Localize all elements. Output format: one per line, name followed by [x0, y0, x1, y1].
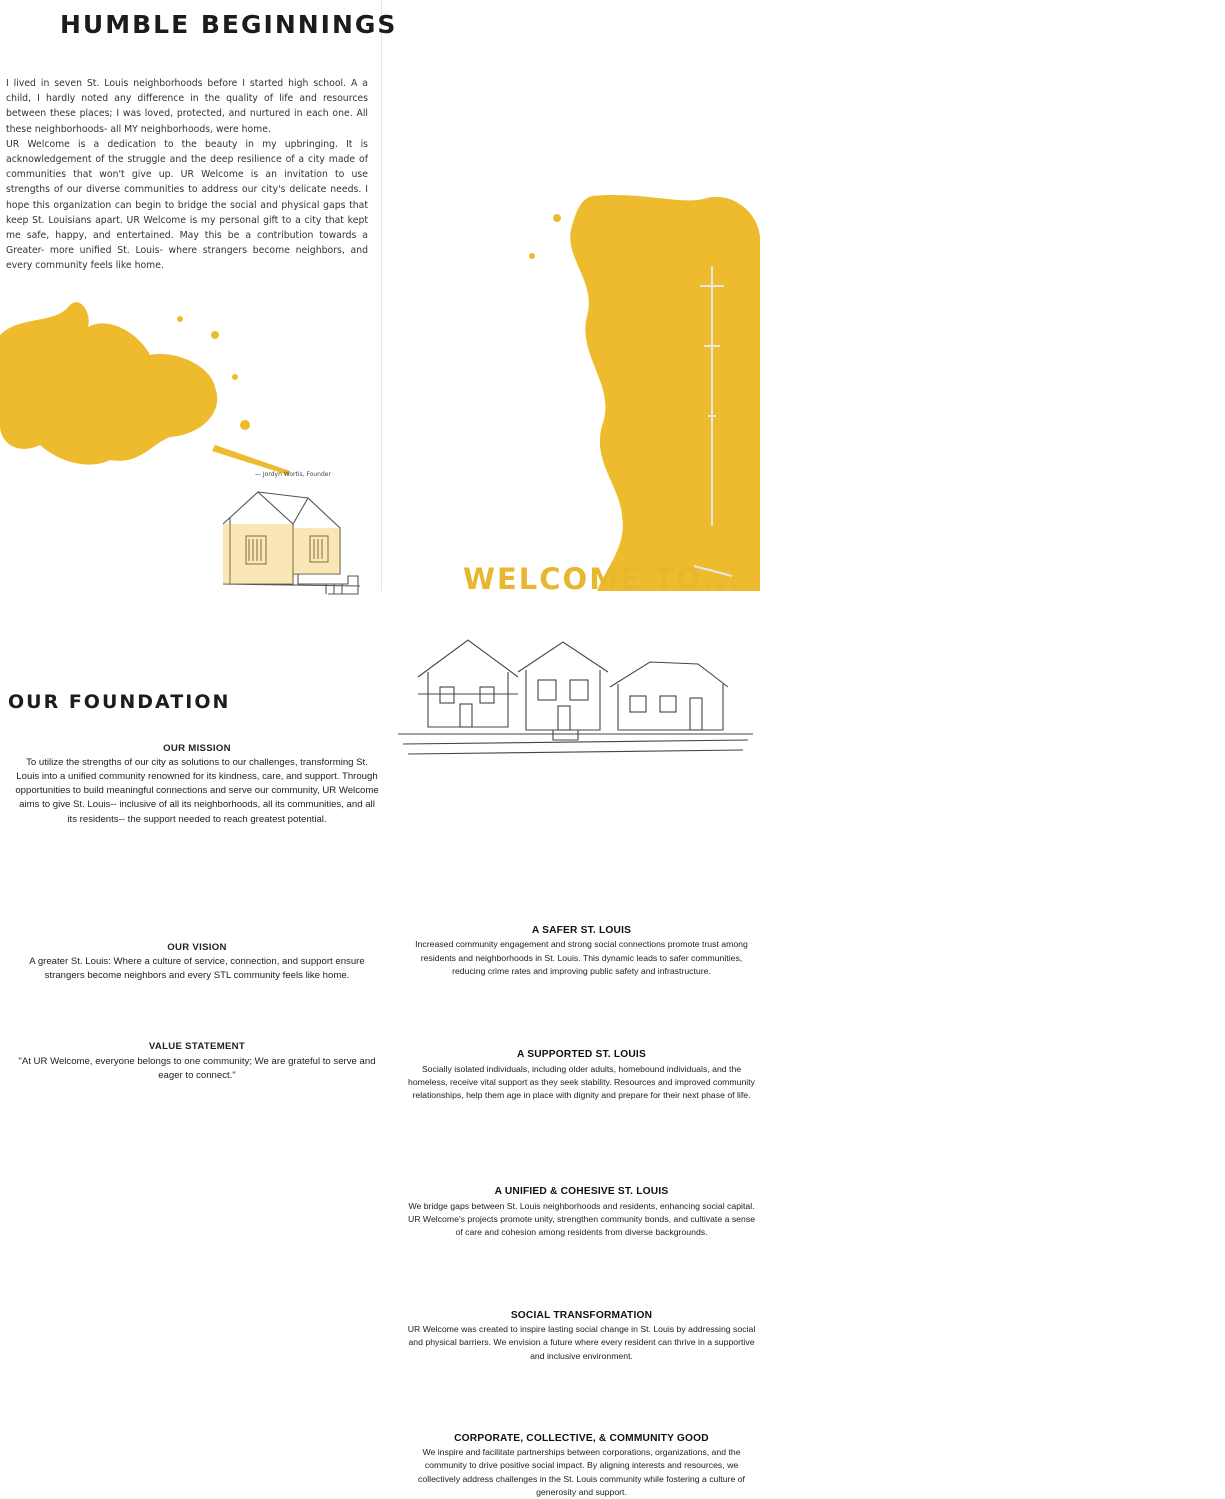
section-text: We bridge gaps between St. Louis neighborhoods and residents, enhancing social capital. UR Welcome's projects promote unity, strengthen community bonds, and cultivate a sense of care and cohesion among residents from diverse backgrounds. [407, 1200, 756, 1238]
founder-story [6, 76, 368, 274]
section-text: Socially isolated individuals, including older adults, homebound individuals, and the homeless, receive vital support as they seek stability. Resources and improved community relationships, help them age in place with dignity and prepare for their next phase of life. [407, 1063, 755, 1101]
vision-section [14, 941, 380, 984]
section-heading: A UNIFIED & COHESIVE ST. LOUIS [494, 1186, 669, 1198]
section-text: Increased community engagement and strong social connections promote trust among residents and neighborhoods in St. Louis. This dynamic leads to safer communities, reducing crime rates and improving public safety and infrastructure. [415, 939, 748, 976]
community-good-section [404, 1432, 759, 1499]
section-heading: CORPORATE, COLLECTIVE, & COMMUNITY GOOD [454, 1432, 709, 1444]
value-text: "At UR Welcome, everyone belongs to one community; We are grateful to serve and eager to connect." [18, 1055, 376, 1081]
houses-illustration [398, 632, 753, 762]
page-divider [381, 0, 382, 591]
paint-splat-right [382, 196, 762, 591]
section-heading: A SAFER ST. LOUIS [531, 925, 632, 937]
supported-st-louis-section [404, 1048, 759, 1102]
story-paragraph: UR Welcome is a dedication to the beauty in my upbringing. It is acknowledgement of the struggle and the deep resilience of a city made of communities that won't give up. UR Welcome is an invitation to use strengths of our diverse communities to address our city's delicate needs. I hope this organization can begin to bridge the social and physical gaps that keep St. Louisians apart. UR Welcome is my personal gift to a city that kept me safe, happy, and entertained. May this be a contribution towards a Greater- more unified St. Louis- where strangers become neighbors, and every community feels like home. [6, 138, 368, 272]
mission-heading: OUR MISSION [163, 742, 231, 754]
section-text: We inspire and facilitate partnerships between corporations, organizations, and the community to drive positive social impact. By aligning interests and resources, we collectively address challenges in the St. Louis community while fostering a culture of generosity and support. [418, 1447, 745, 1498]
small-house-illustration [218, 484, 368, 599]
vision-text: A greater St. Louis: Where a culture of service, connection, and support ensure strangers become neighbors and every STL community feels like home. [29, 956, 365, 982]
social-transformation-section [404, 1309, 759, 1363]
vision-heading: OUR VISION [167, 941, 227, 953]
section-heading: SOCIAL TRANSFORMATION [510, 1309, 653, 1321]
mission-section [14, 742, 380, 827]
humble-beginnings-title: HUMBLE BEGINNINGS [60, 10, 398, 39]
mission-text: To utilize the strengths of our city as solutions to our challenges, transforming St. Louis into a unified community renowned for its kindness, care, and support. Through opportunities to build meaningful connections and serve our community, UR Welcome aims to give St. Louis-- inclusive of all its neighborhoods, all its communities, and all its residents-- the support needed to reach greatest potential. [15, 756, 379, 825]
unified-cohesive-section [404, 1185, 759, 1239]
story-paragraph: I lived in seven St. Louis neighborhoods before I started high school. A a child, I hardly noted any difference in the quality of life and resources between these places; I was loved, protected, and nurtured in each one. All these neighborhoods- all MY neighborhoods, were home. [6, 78, 368, 135]
value-heading: VALUE STATEMENT [148, 1041, 246, 1053]
paint-splat-left [0, 295, 300, 475]
our-foundation-title: OUR FOUNDATION [8, 690, 231, 713]
welcome-to-title: WELCOME TO... [463, 562, 741, 597]
value-statement-section [14, 1040, 380, 1083]
section-text: UR Welcome was created to inspire lasting social change in St. Louis by addressing social and physical barriers. We envision a future where every resident can thrive in a supportive and inclusive environment. [407, 1323, 756, 1361]
founder-signature: — Jordyn Wortis, Founder [255, 470, 331, 478]
safer-st-louis-section [404, 924, 759, 978]
section-heading: A SUPPORTED ST. LOUIS [517, 1049, 646, 1061]
